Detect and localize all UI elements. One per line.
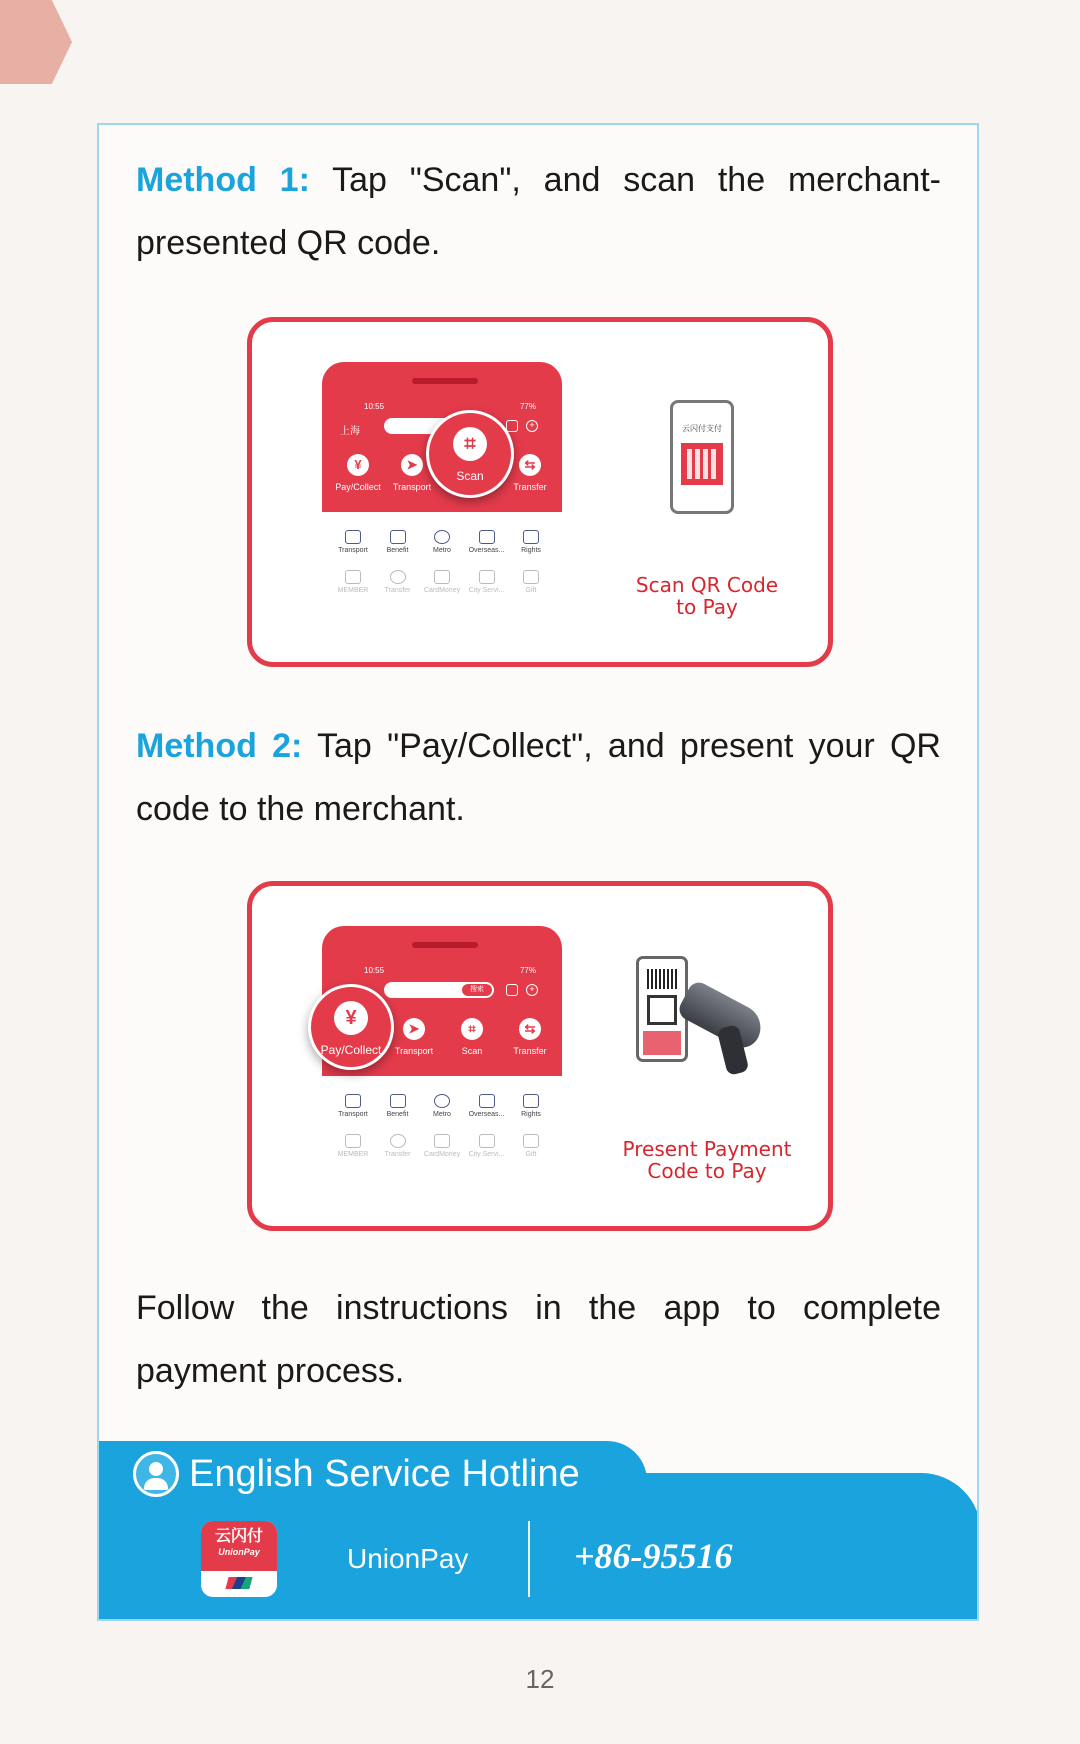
grid-item: Rights xyxy=(510,1094,552,1118)
gift-icon xyxy=(523,570,539,584)
transfer-icon: ⇆ xyxy=(519,454,541,476)
grid-item: MEMBER xyxy=(332,1134,374,1158)
method-1-paragraph xyxy=(136,149,941,275)
ticket-icon xyxy=(523,1094,539,1108)
pay-collect-illustration xyxy=(247,881,833,1231)
metro-icon xyxy=(434,530,450,544)
yen-icon: ¥ xyxy=(334,1001,368,1035)
grid-item: City Servi... xyxy=(466,570,508,594)
card-icon xyxy=(434,570,450,584)
quick-action-scan: ⌗ Scan xyxy=(440,1018,504,1056)
corner-tab xyxy=(0,0,72,84)
grid-item: Transport xyxy=(332,530,374,554)
method-2-paragraph xyxy=(136,715,941,841)
scan-highlight: ⌗ Scan xyxy=(426,410,514,498)
service-grid-row xyxy=(332,530,552,554)
grid-item: Transport xyxy=(332,1094,374,1118)
app-phone-mock xyxy=(322,362,562,662)
grid-item: Benefit xyxy=(377,530,419,554)
grid-item: MEMBER xyxy=(332,570,374,594)
hotline-title: English Service Hotline xyxy=(189,1453,580,1495)
crown-icon xyxy=(345,1134,361,1148)
service-grid-row xyxy=(332,1134,552,1158)
card-icon xyxy=(434,1134,450,1148)
scan-caption: Scan QR Code to Pay xyxy=(635,573,779,619)
qr-phone-graphic xyxy=(670,400,734,514)
ticket-icon xyxy=(523,530,539,544)
app-phone-mock xyxy=(322,926,562,1226)
scan-illustration xyxy=(247,317,833,667)
grid-item: Benefit xyxy=(377,1094,419,1118)
transfer-icon: ⇆ xyxy=(519,1018,541,1040)
qr-code-icon xyxy=(647,995,677,1025)
plus-icon: + xyxy=(526,420,538,432)
grid-item: CardMoney xyxy=(421,1134,463,1158)
status-time: 10:55 xyxy=(364,402,385,411)
grid-item: Metro xyxy=(421,530,463,554)
grid-item: City Servi... xyxy=(466,1134,508,1158)
grid-item: CardMoney xyxy=(421,570,463,594)
grid-item: Transfer xyxy=(377,570,419,594)
pay-collect-highlight: ¥ Pay/Collect xyxy=(308,984,394,1070)
method-1-text: Tap "Scan", and scan the merchant-presented QR code. xyxy=(136,161,941,262)
search-button: 搜索 xyxy=(462,984,492,996)
coupon-icon xyxy=(390,530,406,544)
building-icon xyxy=(479,1134,495,1148)
grid-item: Metro xyxy=(421,1094,463,1118)
unionpay-app-logo: 云闪付 UnionPay xyxy=(201,1521,277,1597)
location-label: 上海 xyxy=(340,426,360,437)
grid-item: Gift xyxy=(510,570,552,594)
grid-item: Transfer xyxy=(377,1134,419,1158)
grid-item: Overseas... xyxy=(466,530,508,554)
exchange-icon xyxy=(390,1134,406,1148)
qr-code-icon xyxy=(681,443,723,485)
scan-icon: ⌗ xyxy=(461,1018,483,1040)
hotline-number[interactable]: +86-95516 xyxy=(574,1536,733,1576)
grid-item: Overseas... xyxy=(466,1094,508,1118)
service-grid-row xyxy=(332,1094,552,1118)
customer-service-icon xyxy=(133,1451,179,1497)
method-2-text: Tap "Pay/Collect", and present your QR code to the merchant. xyxy=(136,727,941,828)
exchange-icon xyxy=(390,570,406,584)
send-icon: ➤ xyxy=(403,1018,425,1040)
card-icon xyxy=(479,1094,495,1108)
page-number: 12 xyxy=(525,1664,555,1694)
status-battery: 77% xyxy=(519,966,536,975)
hotline-brand: UnionPay xyxy=(347,1543,469,1574)
hotline-divider xyxy=(528,1521,530,1597)
send-icon: ➤ xyxy=(401,454,423,476)
scan-icon: ⌗ xyxy=(453,427,487,461)
yen-icon: ¥ xyxy=(347,454,369,476)
content-card xyxy=(97,123,979,1621)
gift-icon xyxy=(523,1134,539,1148)
plus-icon: + xyxy=(526,984,538,996)
present-caption: Present Payment Code to Pay xyxy=(622,1137,792,1183)
barcode-icon xyxy=(647,969,677,989)
grid-item: Rights xyxy=(510,530,552,554)
quick-action-transport: ➤ Transport xyxy=(380,454,444,492)
qr-phone-title: 云闪付支付 xyxy=(682,424,722,433)
coupon-icon xyxy=(390,1094,406,1108)
status-battery: 77% xyxy=(519,402,536,411)
building-icon xyxy=(479,570,495,584)
method-2-label: Method 2: xyxy=(136,727,303,765)
bus-icon xyxy=(345,1094,361,1108)
status-time: 10:55 xyxy=(364,966,385,975)
service-grid-row xyxy=(332,570,552,594)
quick-action-transfer: ⇆ Transfer xyxy=(498,1018,562,1056)
message-icon xyxy=(506,984,518,996)
metro-icon xyxy=(434,1094,450,1108)
card-icon xyxy=(479,530,495,544)
grid-item: Gift xyxy=(510,1134,552,1158)
quick-action-pay-collect: ¥ Pay/Collect xyxy=(326,454,390,492)
message-icon xyxy=(506,420,518,432)
quick-action-transfer: ⇆ Transfer xyxy=(498,454,562,492)
instructions-paragraph: Follow the instructions in the app to complete payment process. xyxy=(136,1289,941,1390)
method-1-label: Method 1: xyxy=(136,161,310,199)
crown-icon xyxy=(345,570,361,584)
quick-action-transport: ➤ Transport xyxy=(382,1018,446,1056)
unionpay-flag-icon xyxy=(225,1577,252,1589)
bus-icon xyxy=(345,530,361,544)
